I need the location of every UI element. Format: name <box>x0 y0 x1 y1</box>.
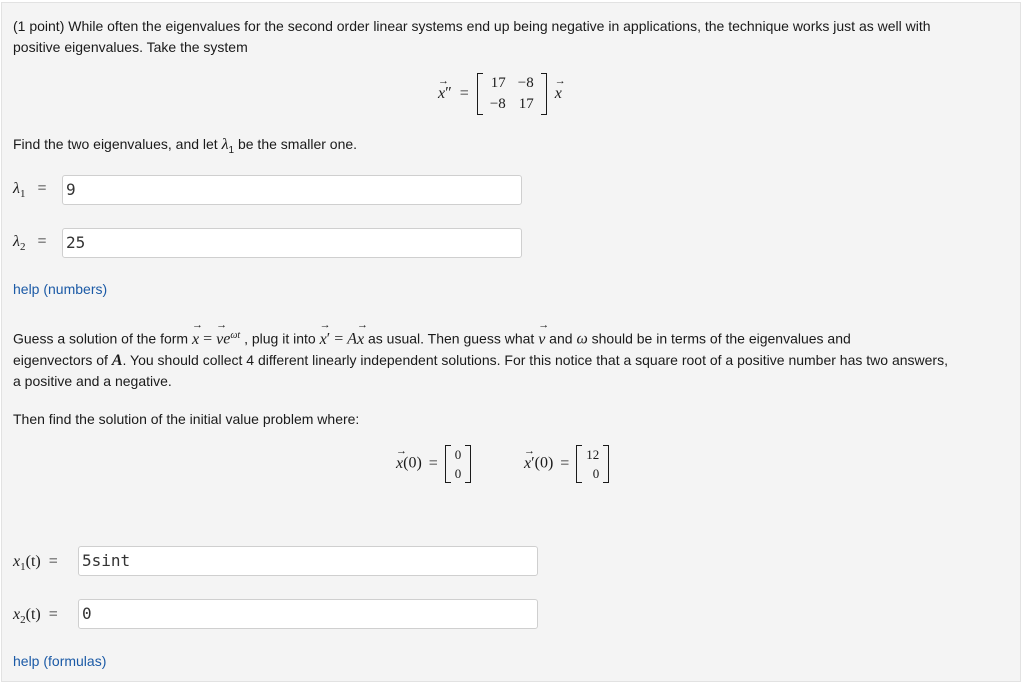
lambda2-label: $\lambda_2$ = <box>13 233 47 254</box>
problem-panel <box>1 2 1021 682</box>
guess-line-3: a positive and a negative. <box>13 372 172 389</box>
system-lhs-prime: ″ <box>445 84 452 102</box>
initial-condition-x0: → x(0) = 0 0 <box>396 445 471 483</box>
system-equals: = <box>459 84 469 102</box>
help-numbers-link[interactable]: help (numbers) <box>13 281 108 297</box>
system-rhs-var: → x <box>555 85 562 103</box>
system-matrix <box>477 73 547 115</box>
matrix-cell: 17 <box>490 75 506 91</box>
ivp-text: Then find the solution of the initial value problem where: <box>13 411 360 427</box>
lambda1-label: $\lambda_1$ = <box>13 180 47 201</box>
system-lhs-var: → x <box>438 85 445 103</box>
guess-paragraph <box>13 325 1015 392</box>
lambda2-input[interactable]: 25 <box>62 228 522 258</box>
x2-input[interactable]: 0 <box>78 599 538 629</box>
intro-line-1: (1 point) While often the eigenvalues for the second order linear systems end up being negative in applications, the technique works just as well with <box>13 18 931 34</box>
lambda1-input[interactable]: 9 <box>62 175 522 205</box>
x1-input[interactable]: 5sint <box>78 546 538 576</box>
matrix-cell: −8 <box>489 96 506 112</box>
x1-label: $x_1(t)$ = <box>13 553 58 574</box>
guess-line-1: Guess a solution of the form → x = → $ve^{\omega t}$ , plug it into → x′ = A→ x as usual. Then guess what → v and ω should be in terms of the eigenvalues and <box>13 325 1015 350</box>
help-formulas-link[interactable]: help (formulas) <box>13 653 107 669</box>
xprime0-vector: 12 0 <box>576 445 609 483</box>
intro-line-2: positive eigenvalues. Take the system <box>13 39 248 55</box>
initial-condition-xprime0: → x′(0) = 12 0 <box>524 445 609 483</box>
x2-label: $x_2(t)$ = <box>13 606 58 627</box>
guess-line-2: eigenvectors of A. You should collect 4 different linearly independent solutions. For this notice that a square root of a positive number has two answers, <box>13 351 948 369</box>
system-equation <box>438 73 562 115</box>
find-eigenvalues-text: Find the two eigenvalues, and let $\lambda_1$ be the smaller one. <box>13 136 358 156</box>
x0-vector: 0 0 <box>445 445 472 483</box>
lambda-symbol: λ <box>221 136 229 153</box>
matrix-cell: −8 <box>517 75 534 91</box>
intro-text <box>13 16 1013 58</box>
matrix-cell: 17 <box>518 96 534 112</box>
